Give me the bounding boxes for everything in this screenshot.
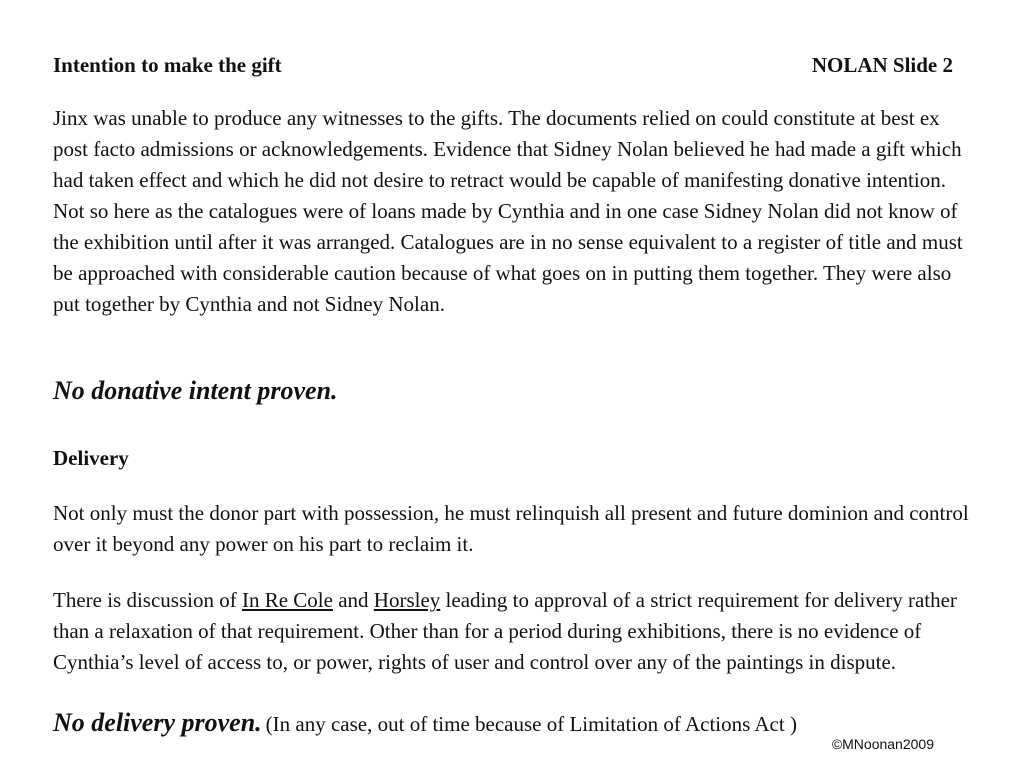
slide-header [53, 50, 953, 80]
delivery-paragraph-1: Not only must the donor part with possession, he must relinquish all present and future dominion and control over it beyond any power on his part to reclaim it. [53, 501, 969, 556]
limitation-aside: (In any case, out of time because of Limitation of Actions Act ) [265, 712, 797, 736]
delivery-conclusion: No delivery proven. [53, 708, 262, 737]
case-link-in-re-cole: In Re Cole [241, 588, 333, 612]
delivery-conclusion-line [53, 706, 797, 744]
intention-conclusion: No donative intent proven. [53, 376, 338, 405]
section-heading-delivery: Delivery [53, 446, 129, 470]
delivery-paragraph-2 [53, 585, 978, 678]
section-heading-intention: Intention to make the gift [53, 53, 282, 77]
case-link-horsley: Horsley [373, 588, 441, 612]
delivery-paragraph-2-text-b: and [332, 588, 374, 612]
slide-label: NOLAN Slide 2 [811, 53, 953, 77]
intention-paragraph: Jinx was unable to produce any witnesses to the gifts. The documents relied on could constitute at best ex post facto admissions or acknowledgements. Evidence that Sidney Nolan believed he had made a gift which had taken effect and which he did not desire to retract would be capable of manifesting donative intention. Not so here as the catalogues were of loans made by Cynthia and in one case Sidney Nolan did not know of the exhibition until after it was arranged. Catalogues are in no sense equivalent to a register of title and must be approached with considerable caution because of what goes on in putting them together. They were also put together by Cynthia and not Sidney Nolan. [53, 106, 963, 316]
delivery-paragraph-2-text-c: leading to approval of a strict requirement for delivery rather than a relaxation of that requirement. Other than for a period during exhibitions, there is no evidence of Cynthia’s level of access to, or power, rights of user and control over any of the paintings in dispute. [53, 588, 957, 674]
copyright-notice: ©MNoonan2009 [831, 736, 934, 752]
delivery-paragraph-2-text-a: There is discussion of [53, 588, 242, 612]
